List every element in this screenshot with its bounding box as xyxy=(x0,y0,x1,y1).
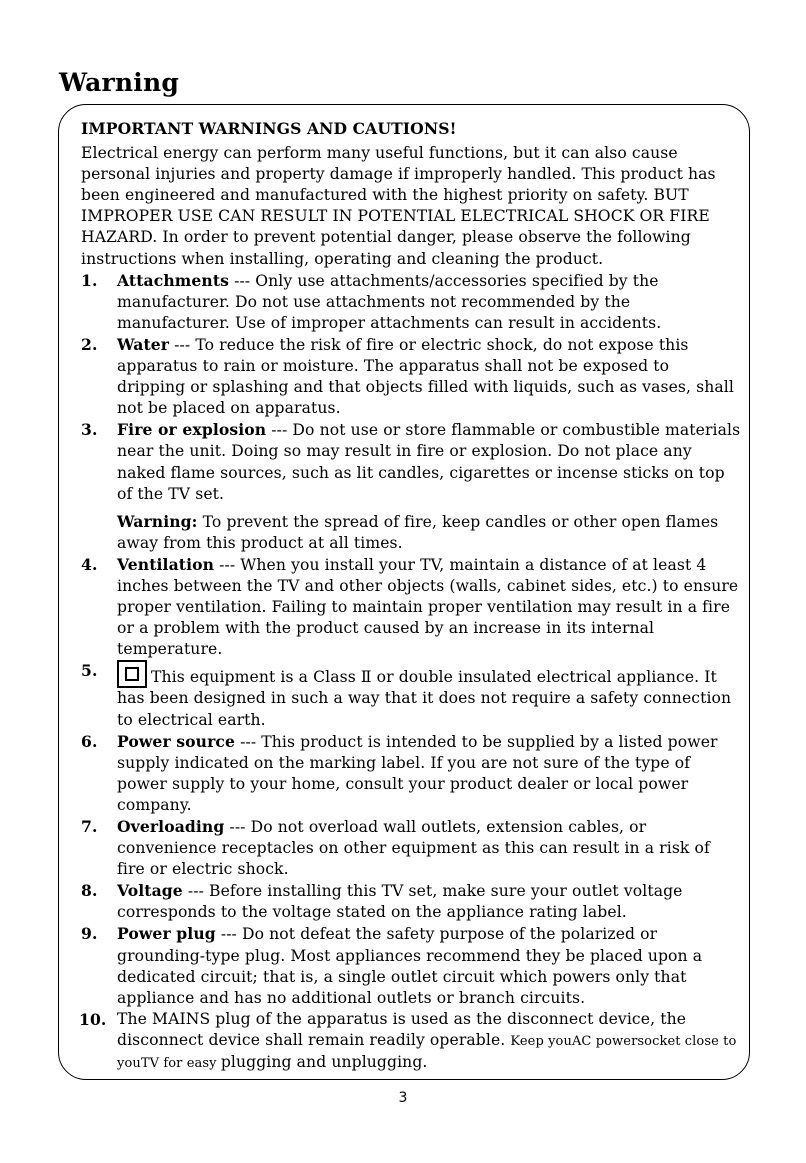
list-item-attachments xyxy=(81,270,741,334)
page-heading: Warning xyxy=(59,68,180,97)
warnings-content xyxy=(81,118,741,1074)
item-text: --- To reduce the risk of fire or electric shock, do not expose this apparatus to rain or moisture. The apparatus shall not be exposed to dripping or splashing and that objects filled with liquids, such as vases, shall not be placed on apparatus. xyxy=(117,335,734,418)
fire-warning-note xyxy=(117,511,741,554)
item-text: --- Do not use or store flammable or combustible materials near the unit. Doing so may result in fire or explosion. Do not place any naked flame sources, such as lit candles, cigarettes or incense sticks on top of the TV set. xyxy=(117,421,741,503)
item-term: Attachments xyxy=(117,270,230,290)
item-text: --- Do not defeat the safety purpose of the polarized or grounding-type plug. Most appliances recommend they be placed upon a dedicated circuit; that is, a single outlet circuit which powers only that appliance and has no additional outlets or branch circuits. xyxy=(117,925,703,1007)
item-tail-text: plugging and unplugging. xyxy=(220,1053,428,1072)
item-term: Voltage xyxy=(117,881,183,901)
item-number: 5. xyxy=(81,661,98,681)
list-item-fire-or-explosion xyxy=(81,419,741,554)
item-text: --- When you install your TV, maintain a distance of at least 4 inches between the TV and other objects (walls, cabinet sides, etc.) to ensure proper ventilation. Failing to maintain proper ventilation may result in a fire or a problem with the product caused by an increase in its internal temperature. xyxy=(117,555,739,659)
page-number: 3 xyxy=(398,1090,408,1106)
intro-paragraph: Electrical energy can perform many useful functions, but it can also cause personal injuries and property damage if improperly handled. This product has been engineered and manufactured with the highest priority on safety. BUT IMPROPER USE CAN RESULT IN POTENTIAL ELECTRICAL SHOCK OR FIRE HAZARD. In order to prevent potential danger, please observe the following instructions when installing, operating and cleaning the product. xyxy=(81,144,716,268)
list-item-class-ii xyxy=(81,660,741,730)
list-item-water xyxy=(81,334,741,419)
list-item-voltage xyxy=(81,880,741,923)
item-number: 4. xyxy=(81,554,98,574)
list-item-ventilation xyxy=(81,554,741,660)
item-text: The MAINS plug of the apparatus is used as the disconnect device, the disconnect device shall remain readily operable. xyxy=(117,1009,687,1049)
item-number: 6. xyxy=(81,731,98,751)
item-small-text: Keep youAC powersocket close to youTV for easy xyxy=(117,1033,737,1072)
item-number: 1. xyxy=(81,270,98,290)
warning-term: Warning: xyxy=(117,511,198,531)
item-text: --- Only use attachments/accessories specified by the manufacturer. Do not use attachments not recommended by the manufacturer. Use of improper attachments can result in accidents. xyxy=(117,271,662,332)
list-item-power-plug xyxy=(81,923,741,1008)
item-number: 7. xyxy=(81,817,98,836)
item-text: --- Before installing this TV set, make sure your outlet voltage corresponds to the voltage stated on the appliance rating label. xyxy=(117,882,683,922)
item-number: 9. xyxy=(81,924,98,944)
item-number: 8. xyxy=(81,881,98,901)
list-item-mains-plug xyxy=(81,1009,741,1074)
item-term: Power source xyxy=(117,731,236,751)
item-number: 3. xyxy=(81,420,98,440)
warning-text: To prevent the spread of fire, keep candles or other open flames away from this product at all times. xyxy=(117,512,719,552)
box-title: IMPORTANT WARNINGS AND CAUTIONS! xyxy=(81,119,457,138)
item-text: --- This product is intended to be supplied by a listed power supply indicated on the marking label. If you are not sure of the type of power supply to your home, consult your product dealer or local power company. xyxy=(117,732,718,814)
item-term: Ventilation xyxy=(117,554,215,574)
item-text: This equipment is a Class Ⅱ or double insulated electrical appliance. It has been designed in such a way that it does not require a safety connection to electrical earth. xyxy=(117,668,732,729)
item-term: Water xyxy=(117,334,170,354)
item-number: 10. xyxy=(79,1009,107,1029)
item-term: Overloading xyxy=(117,817,225,836)
list-item-power-source xyxy=(81,731,741,816)
item-text: --- Do not overload wall outlets, extension cables, or convenience receptacles on other equipment as this can result in a risk of fire or electric shock. xyxy=(117,818,710,879)
item-term: Fire or explosion xyxy=(117,420,267,440)
list-item-overloading xyxy=(81,816,741,880)
item-number: 2. xyxy=(81,334,98,354)
item-term: Power plug xyxy=(117,924,216,944)
warnings-list xyxy=(81,270,741,1074)
double-insulation-icon xyxy=(117,660,147,688)
